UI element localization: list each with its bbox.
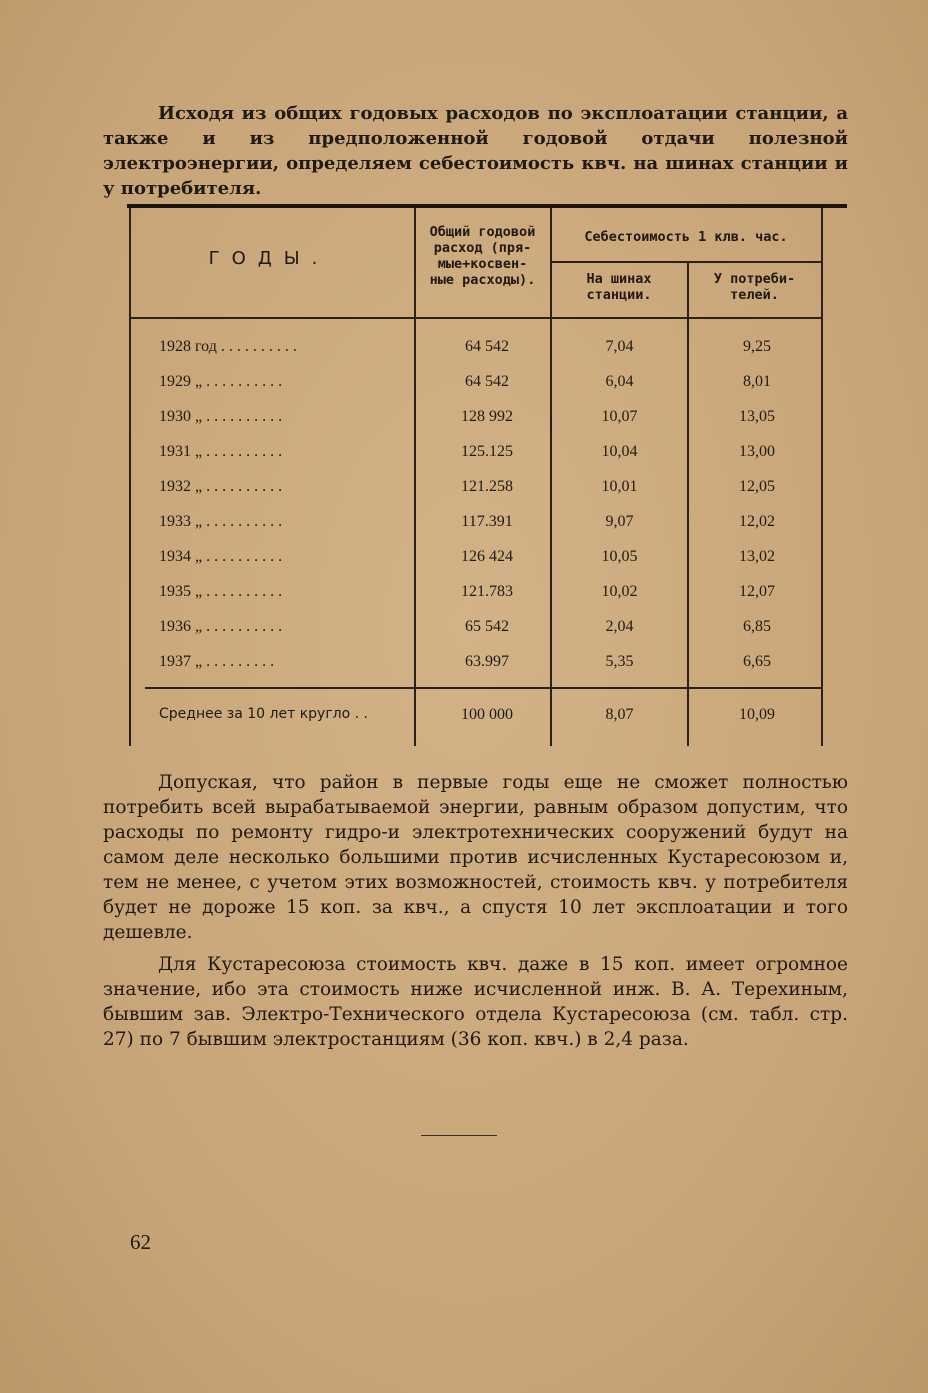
table-row [127,618,847,653]
table-row [127,443,847,478]
year-cell: 1931 „ . . . . . . . . . . [159,443,283,460]
consumer-header-line2: телей. [730,287,779,303]
body-paragraph-3: Для Кустаресоюза стоимость квч. даже в 15 коп. имеет огромное значение, ибо эта стоимость ниже исчисленной инж. В. А. Терехиным, бывшим зав. Электро-Технического отдела Кустаресоюза (см. табл. стр. 27) по 7 бывшим электростанциям (36 коп. квч.) в 2,4 раза. [103,954,848,1050]
table-row [127,548,847,583]
total-expense-header [415,224,550,288]
table-row [127,653,847,688]
year-cell: 1930 „ . . . . . . . . . . [159,408,283,425]
year-cell: 1929 „ . . . . . . . . . . [159,373,283,390]
table-row [127,513,847,548]
table-row [127,408,847,443]
cost-table [127,200,847,750]
average-label: Среднее за 10 лет кругло . . [159,706,368,722]
total-cell: 64 542 [465,373,509,390]
average-row [127,706,847,741]
header-bottom-rule [129,317,821,319]
bus-cost-cell: 6,04 [605,373,634,390]
bus-cost-cell: 10,04 [601,443,638,460]
year-cell: 1935 „ . . . . . . . . . . [159,583,283,600]
years-header: ГОДЫ. [208,248,330,269]
consumer-cost-cell: 12,07 [739,583,775,600]
cost-header: Себестоимость 1 клв. час. [584,229,788,245]
consumer-cost-cell: 8,01 [743,373,771,390]
table-row [127,338,847,373]
year-cell: 1934 „ . . . . . . . . . . [159,548,283,565]
consumer-cost-cell: 12,05 [739,478,775,495]
bus-cost-cell: 10,01 [601,478,638,495]
subheader-rule [550,261,821,263]
bus-cost-cell: 5,35 [605,653,634,670]
consumer-cost-cell: 13,05 [739,408,775,425]
body-paragraph-2: Допуская, что район в первые годы еще не сможет полностью потребить всей вырабатываемой энергии, равным образом допустим, что расходы по ремонту гидро-и электротехнических сооружений будут на самом деле несколько большими против исчисленных Кустаресоюзом и, тем не менее, с учетом этих возможностей, стоимость квч. у потребителя будет не дороже 15 коп. за квч., а спустя 10 лет эксплоатации и того дешевле. [103,772,848,943]
total-cell: 126 424 [461,548,513,565]
average-total-cell: 100 000 [461,706,513,723]
consumer-cost-cell: 12,02 [739,513,775,530]
total-header-line4: ные расходы). [429,272,536,288]
bus-cost-cell: 2,04 [605,618,634,635]
table-row [127,478,847,513]
consumer-cost-cell: 13,02 [739,548,775,565]
total-header-line2: расход (пря- [433,240,532,256]
bus-cost-cell: 10,02 [601,583,638,600]
table-top-rule [127,204,847,208]
year-cell: 1937 „ . . . . . . . . . [159,653,275,670]
total-cell: 64 542 [465,338,509,355]
year-cell: 1932 „ . . . . . . . . . . [159,478,283,495]
average-consumer-cost-cell: 10,09 [739,706,775,723]
total-cell: 121.783 [461,583,513,600]
bus-cost-cell: 10,07 [601,408,638,425]
table-row [127,583,847,618]
year-cell: 1936 „ . . . . . . . . . . [159,618,283,635]
bus-cost-cell: 7,04 [605,338,634,355]
intro-paragraph: Исходя из общих годовых расходов по эксплоатации станции, а также и из предположенной годовой отдачи полезной электроэнергии, определяем себестоимость квч. на шинах станции и у потребителя. [103,103,848,199]
consumer-cost-cell: 6,65 [743,653,771,670]
bus-header-line1: На шинах [586,271,652,287]
total-cell: 128 992 [461,408,513,425]
total-cell: 63.997 [465,653,509,670]
total-cell: 65 542 [465,618,509,635]
bus-cost-cell: 10,05 [601,548,638,565]
consumer-header-line1: У потреби- [713,271,796,287]
consumer-cost-cell: 6,85 [743,618,771,635]
consumer-cost-header [688,271,821,303]
bus-cost-cell: 9,07 [605,513,634,530]
total-cell: 125.125 [461,443,513,460]
table-row [127,373,847,408]
total-header-line3: мые+косвен- [437,256,528,272]
consumer-cost-cell: 9,25 [743,338,771,355]
average-bus-cost-cell: 8,07 [605,706,634,723]
year-cell: 1928 год . . . . . . . . . . [159,338,297,355]
total-header-line1: Общий годовой [429,224,536,240]
consumer-cost-cell: 13,00 [739,443,775,460]
section-separator [421,1135,497,1136]
total-cell: 121.258 [461,478,513,495]
year-cell: 1933 „ . . . . . . . . . . [159,513,283,530]
bus-cost-header [551,271,687,303]
page-number: 62 [130,1230,151,1254]
total-cell: 117.391 [461,513,513,530]
bus-header-line2: станции. [586,287,652,303]
